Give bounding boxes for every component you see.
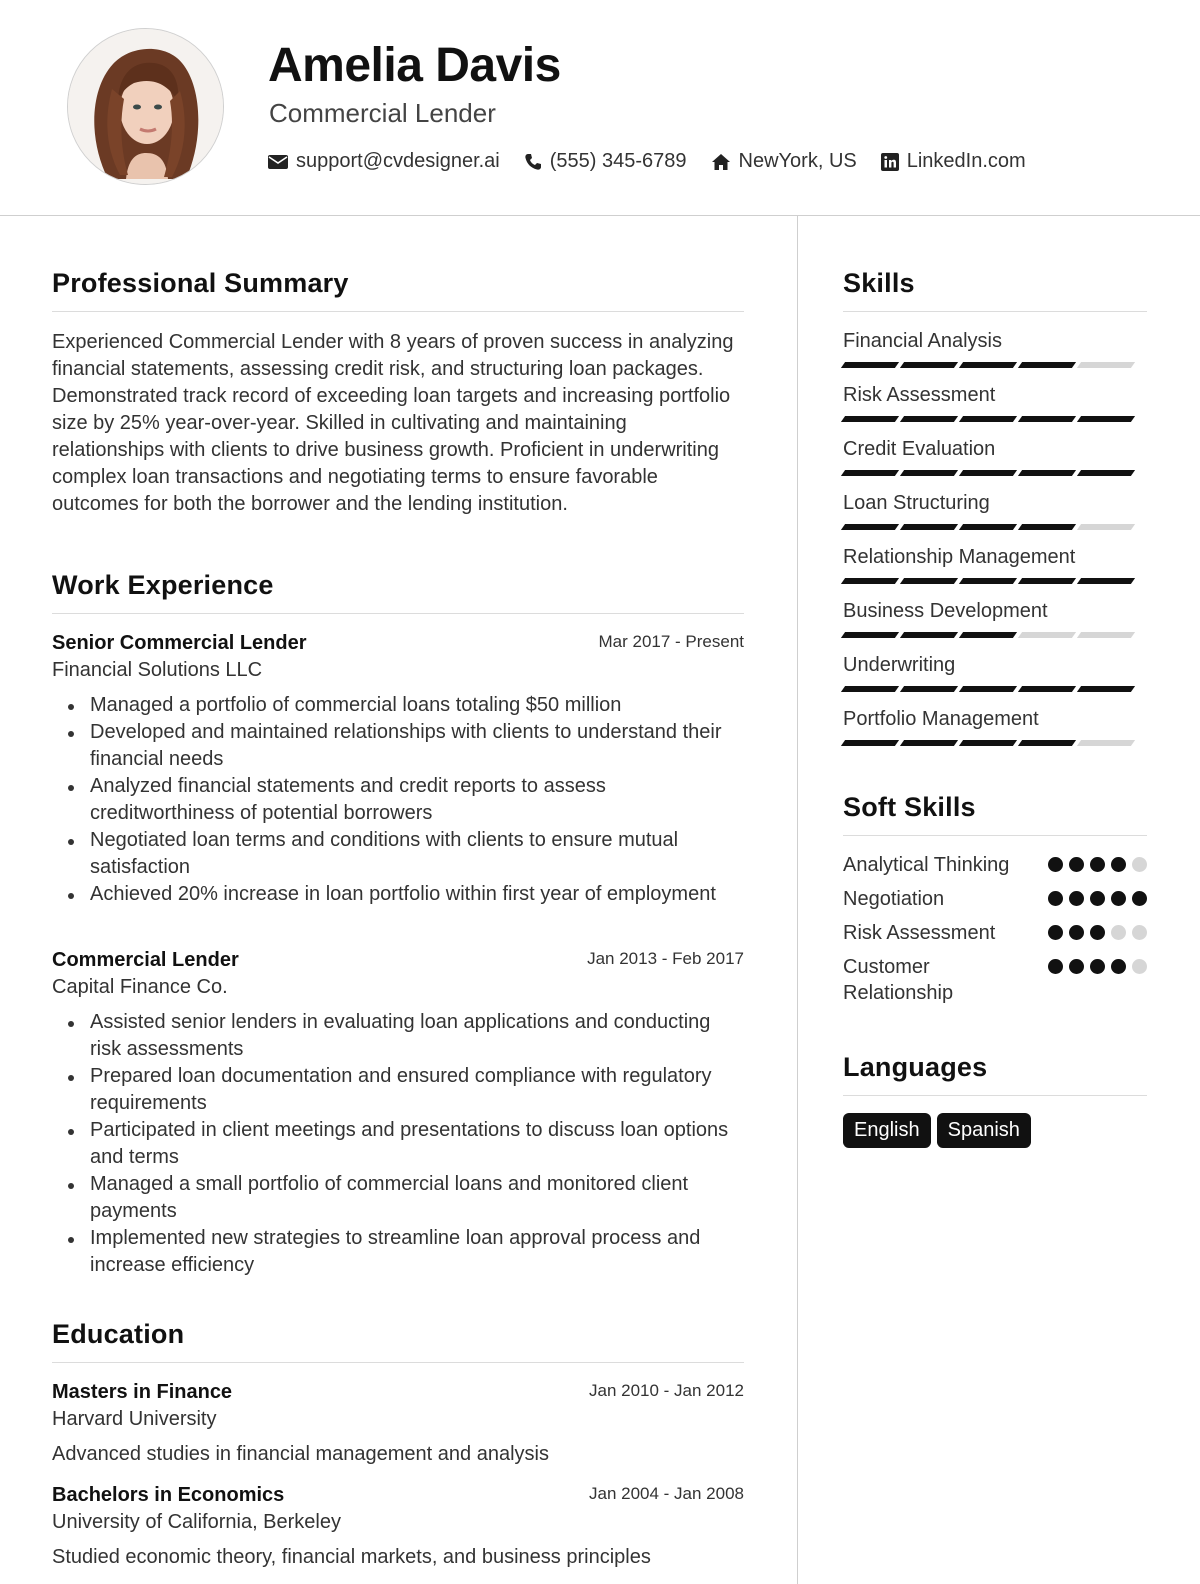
rating-dot bbox=[1132, 959, 1147, 974]
skill-level-segment bbox=[1018, 362, 1076, 368]
skill-level-segment bbox=[959, 632, 1017, 638]
soft-skills-list bbox=[843, 852, 1147, 1006]
experience-title: Work Experience bbox=[52, 570, 274, 600]
skill-level-segment bbox=[841, 740, 899, 746]
skill-level-bar bbox=[843, 632, 1147, 638]
skill-level-segment bbox=[900, 470, 958, 476]
skill-name: Underwriting bbox=[843, 654, 956, 676]
envelope-icon bbox=[268, 154, 288, 170]
skill-level-segment bbox=[841, 524, 899, 530]
skill-level-segment bbox=[841, 578, 899, 584]
home-icon bbox=[711, 153, 731, 171]
skill-level-segment bbox=[1077, 470, 1135, 476]
rating-dot bbox=[1111, 891, 1126, 906]
education-description: Advanced studies in financial management and analysis bbox=[52, 1443, 549, 1465]
skill-item bbox=[843, 490, 1147, 530]
skill-item bbox=[843, 328, 1147, 368]
skill-name: Credit Evaluation bbox=[843, 438, 996, 460]
skill-level-segment bbox=[1018, 632, 1076, 638]
job-entry bbox=[52, 949, 744, 1279]
skill-level-segment bbox=[1077, 416, 1135, 422]
soft-skills-title: Soft Skills bbox=[843, 792, 976, 822]
skill-level-segment bbox=[1077, 740, 1135, 746]
skill-level-segment bbox=[841, 632, 899, 638]
rating-dot bbox=[1069, 891, 1084, 906]
list-item: Implemented new strategies to streamline loan approval process and increase efficiency bbox=[52, 1225, 744, 1279]
contact-bar bbox=[268, 150, 1050, 173]
skill-level-bar bbox=[843, 416, 1147, 422]
list-item: Participated in client meetings and presentations to discuss loan options and terms bbox=[52, 1117, 744, 1171]
side-column bbox=[843, 216, 1147, 1148]
section-rule bbox=[52, 613, 744, 614]
skills-list bbox=[843, 328, 1147, 746]
summary-section bbox=[52, 268, 744, 518]
job-bullets bbox=[52, 1009, 744, 1279]
soft-skill-rating bbox=[1042, 959, 1147, 974]
language-badge: Spanish bbox=[937, 1113, 1031, 1148]
contact-phone-text: (555) 345-6789 bbox=[549, 150, 687, 172]
contact-linkedin[interactable] bbox=[881, 150, 1026, 173]
skill-level-segment bbox=[959, 578, 1017, 584]
skill-level-segment bbox=[1077, 578, 1135, 584]
rating-dot bbox=[1132, 891, 1147, 906]
skill-level-segment bbox=[959, 416, 1017, 422]
education-entry bbox=[52, 1484, 744, 1569]
resume-header bbox=[0, 0, 1200, 216]
profile-photo-illustration bbox=[68, 29, 224, 185]
school-name: University of California, Berkeley bbox=[52, 1511, 341, 1533]
linkedin-icon bbox=[881, 153, 899, 171]
rating-dot bbox=[1090, 925, 1105, 940]
skill-level-segment bbox=[900, 524, 958, 530]
soft-skill-item bbox=[843, 954, 1147, 1006]
rating-dot bbox=[1111, 959, 1126, 974]
skill-level-segment bbox=[900, 632, 958, 638]
section-rule bbox=[52, 1362, 744, 1363]
summary-title: Professional Summary bbox=[52, 268, 349, 298]
soft-skill-rating bbox=[1042, 857, 1147, 872]
list-item: Assisted senior lenders in evaluating loan applications and conducting risk assessments bbox=[52, 1009, 744, 1063]
skill-level-segment bbox=[900, 416, 958, 422]
skill-level-segment bbox=[900, 362, 958, 368]
skill-level-segment bbox=[959, 740, 1017, 746]
skill-name: Financial Analysis bbox=[843, 330, 1002, 352]
contact-location-text: NewYork, US bbox=[738, 150, 857, 172]
soft-skill-item bbox=[843, 920, 1147, 946]
contact-email-text: support@cvdesigner.ai bbox=[296, 150, 500, 172]
rating-dot bbox=[1132, 857, 1147, 872]
soft-skill-name: Negotiation bbox=[843, 888, 945, 910]
list-item: Developed and maintained relationships with clients to understand their financial needs bbox=[52, 719, 744, 773]
rating-dot bbox=[1048, 857, 1063, 872]
list-item: Managed a small portfolio of commercial loans and monitored client payments bbox=[52, 1171, 744, 1225]
skill-level-bar bbox=[843, 524, 1147, 530]
contact-phone[interactable] bbox=[524, 150, 687, 173]
skill-level-segment bbox=[900, 740, 958, 746]
soft-skills-section bbox=[843, 792, 1147, 1006]
soft-skill-name: Risk Assessment bbox=[843, 922, 996, 944]
skill-item bbox=[843, 436, 1147, 476]
skills-title: Skills bbox=[843, 268, 915, 298]
skill-level-segment bbox=[959, 362, 1017, 368]
skill-level-segment bbox=[900, 686, 958, 692]
rating-dot bbox=[1048, 891, 1063, 906]
rating-dot bbox=[1090, 857, 1105, 872]
degree-title: Bachelors in Economics bbox=[52, 1484, 285, 1506]
list-item: Prepared loan documentation and ensured compliance with regulatory requirements bbox=[52, 1063, 744, 1117]
section-rule bbox=[843, 311, 1147, 312]
soft-skill-rating bbox=[1042, 891, 1147, 906]
list-item: Achieved 20% increase in loan portfolio within first year of employment bbox=[52, 881, 744, 908]
skill-level-segment bbox=[900, 578, 958, 584]
list-item: Managed a portfolio of commercial loans totaling $50 million bbox=[52, 692, 744, 719]
rating-dot bbox=[1111, 925, 1126, 940]
job-company: Financial Solutions LLC bbox=[52, 659, 263, 681]
skill-level-segment bbox=[841, 470, 899, 476]
languages-section bbox=[843, 1052, 1147, 1148]
profile-photo bbox=[67, 28, 224, 185]
job-date: Mar 2017 - Present bbox=[598, 632, 744, 651]
education-date: Jan 2004 - Jan 2008 bbox=[588, 1484, 744, 1503]
rating-dot bbox=[1048, 959, 1063, 974]
skill-level-segment bbox=[1077, 362, 1135, 368]
education-section bbox=[52, 1319, 744, 1569]
education-entry bbox=[52, 1381, 744, 1466]
skill-level-segment bbox=[841, 362, 899, 368]
skill-item bbox=[843, 598, 1147, 638]
contact-email[interactable] bbox=[268, 150, 500, 173]
school-name: Harvard University bbox=[52, 1408, 217, 1430]
job-date: Jan 2013 - Feb 2017 bbox=[587, 949, 744, 968]
skill-item bbox=[843, 706, 1147, 746]
skill-level-bar bbox=[843, 578, 1147, 584]
contact-location bbox=[711, 150, 857, 173]
rating-dot bbox=[1111, 857, 1126, 872]
languages-list bbox=[843, 1113, 1147, 1148]
skill-item bbox=[843, 652, 1147, 692]
skill-level-segment bbox=[841, 416, 899, 422]
skill-level-segment bbox=[1077, 524, 1135, 530]
rating-dot bbox=[1048, 925, 1063, 940]
skill-item bbox=[843, 544, 1147, 584]
job-title: Commercial Lender bbox=[52, 949, 239, 971]
soft-skill-item bbox=[843, 852, 1147, 878]
skill-name: Relationship Management bbox=[843, 546, 1076, 568]
skill-name: Risk Assessment bbox=[843, 384, 996, 406]
degree-title: Masters in Finance bbox=[52, 1381, 233, 1403]
section-rule bbox=[52, 311, 744, 312]
skill-level-segment bbox=[1077, 686, 1135, 692]
experience-section bbox=[52, 570, 744, 1279]
skill-item bbox=[843, 382, 1147, 422]
rating-dot bbox=[1069, 857, 1084, 872]
skill-level-segment bbox=[1018, 524, 1076, 530]
education-description: Studied economic theory, financial markets, and business principles bbox=[52, 1546, 651, 1568]
contact-linkedin-text: LinkedIn.com bbox=[906, 150, 1026, 172]
education-title: Education bbox=[52, 1319, 185, 1349]
skill-level-bar bbox=[843, 470, 1147, 476]
skill-level-segment bbox=[1018, 416, 1076, 422]
skill-name: Portfolio Management bbox=[843, 708, 1039, 730]
skill-name: Business Development bbox=[843, 600, 1048, 622]
rating-dot bbox=[1090, 891, 1105, 906]
section-rule bbox=[843, 835, 1147, 836]
skill-level-segment bbox=[959, 524, 1017, 530]
rating-dot bbox=[1132, 925, 1147, 940]
skill-level-bar bbox=[843, 686, 1147, 692]
phone-icon bbox=[524, 153, 542, 171]
skills-section bbox=[843, 268, 1147, 746]
skill-level-segment bbox=[1018, 740, 1076, 746]
skill-level-segment bbox=[959, 470, 1017, 476]
rating-dot bbox=[1069, 959, 1084, 974]
education-date: Jan 2010 - Jan 2012 bbox=[588, 1381, 744, 1400]
skill-level-segment bbox=[841, 686, 899, 692]
skill-level-segment bbox=[1018, 470, 1076, 476]
soft-skill-name: Customer Relationship bbox=[843, 956, 954, 1004]
skill-name: Loan Structuring bbox=[843, 492, 990, 514]
soft-skill-name: Analytical Thinking bbox=[843, 854, 1010, 876]
column-divider bbox=[797, 216, 798, 1584]
summary-text: Experienced Commercial Lender with 8 years of proven success in analyzing financial statements, assessing credit risk, and structuring loan packages. Demonstrated track record of exceeding loan targets and increasing portfolio size by 25% year-over-year. Skilled in cultivating and maintaining relationships with clients to drive business growth. Proficient in underwriting complex loan transactions and negotiating terms to ensure favorable outcomes for both the borrower and the lending institution. bbox=[52, 331, 734, 515]
skill-level-segment bbox=[1018, 686, 1076, 692]
skill-level-segment bbox=[1077, 632, 1135, 638]
skill-level-bar bbox=[843, 740, 1147, 746]
section-rule bbox=[843, 1095, 1147, 1096]
languages-title: Languages bbox=[843, 1052, 988, 1082]
skill-level-bar bbox=[843, 362, 1147, 368]
rating-dot bbox=[1069, 925, 1084, 940]
candidate-role: Commercial Lender bbox=[269, 98, 496, 128]
soft-skill-rating bbox=[1042, 925, 1147, 940]
language-badge: English bbox=[843, 1113, 931, 1148]
candidate-name: Amelia Davis bbox=[268, 39, 561, 92]
job-title: Senior Commercial Lender bbox=[52, 632, 307, 654]
rating-dot bbox=[1090, 959, 1105, 974]
job-entry bbox=[52, 632, 744, 908]
job-company: Capital Finance Co. bbox=[52, 976, 228, 998]
job-bullets bbox=[52, 692, 744, 908]
main-column bbox=[52, 216, 744, 1569]
list-item: Negotiated loan terms and conditions with clients to ensure mutual satisfaction bbox=[52, 827, 744, 881]
soft-skill-item bbox=[843, 886, 1147, 912]
list-item: Analyzed financial statements and credit reports to assess creditworthiness of potential borrowers bbox=[52, 773, 744, 827]
skill-level-segment bbox=[959, 686, 1017, 692]
skill-level-segment bbox=[1018, 578, 1076, 584]
